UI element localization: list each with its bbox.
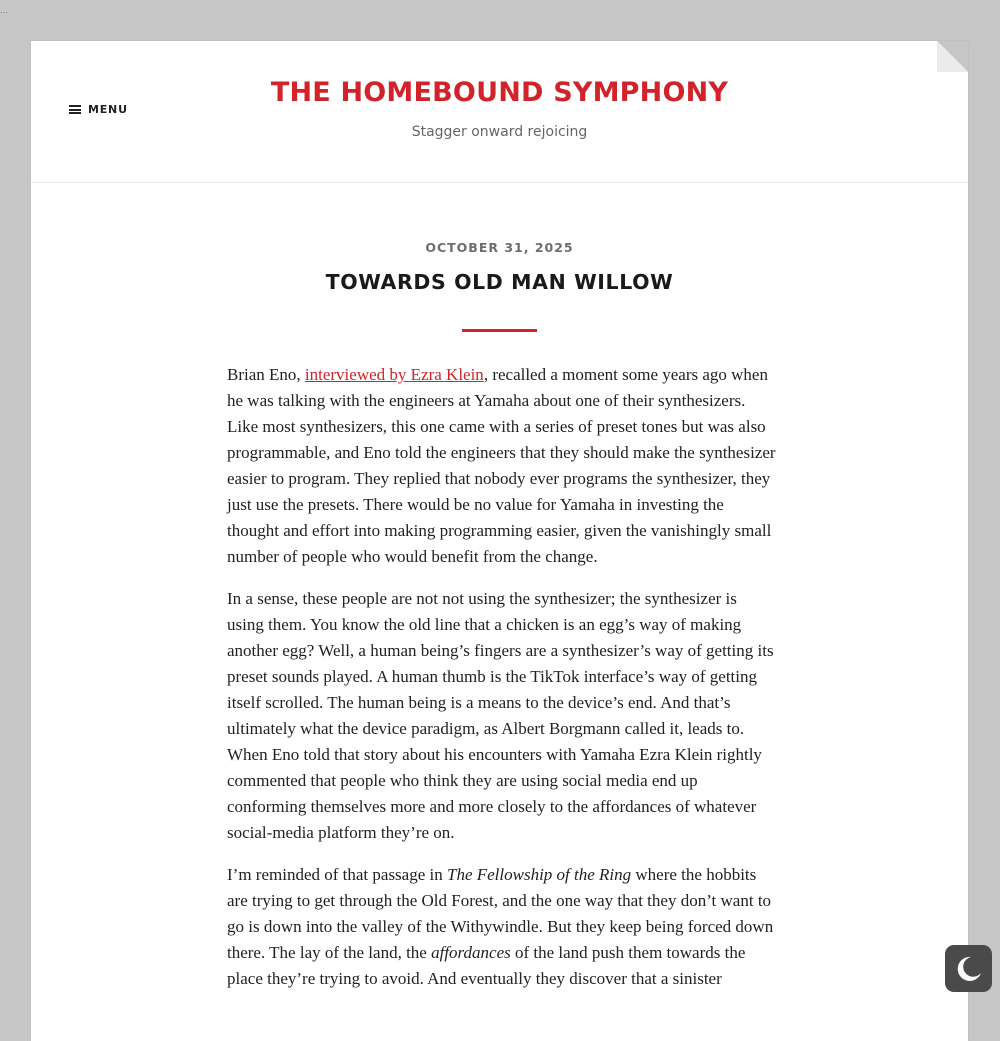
paragraph-3 — [227, 862, 777, 992]
emphasis-text: affordances — [431, 943, 511, 962]
paragraph-text: Brian Eno, — [227, 365, 305, 384]
moon-icon — [954, 954, 984, 984]
page-card — [31, 41, 968, 1041]
title-divider — [462, 329, 537, 332]
menu-label: MENU — [88, 103, 128, 116]
paragraph-text: I’m reminded of that passage in — [227, 865, 447, 884]
paragraph-text: of the land push them towards the place they’re trying to avoid. And eventually they discover that a sinister — [227, 943, 746, 988]
paragraph-text: , recalled a moment some years ago when he was talking with the engineers at Yamaha about one of their synthesizers. Like most synthesizers, this one came with a series of preset tones but was also programmable, and Eno told the engineers that they should make the synthesizer easier to program. They replied that nobody ever programs the synthesizer, they just use the presets. There would be no value for Yamaha in investing the thought and effort into making programming easier, given the vanishingly small number of people who would benefit from the change. — [227, 365, 776, 566]
site-title[interactable]: THE HOMEBOUND SYMPHONY — [270, 77, 729, 108]
post-title: TOWARDS OLD MAN WILLOW — [325, 270, 674, 294]
book-title: The Fellowship of the Ring — [447, 865, 632, 884]
interview-link[interactable]: interviewed by Ezra Klein — [304, 365, 484, 384]
dark-mode-toggle[interactable] — [945, 945, 992, 992]
post-date[interactable]: OCTOBER 31, 2025 — [425, 240, 574, 255]
paragraph-1 — [227, 362, 777, 570]
paragraph-2: In a sense, these people are not not using the synthesizer; the synthesizer is using them. You know the old line that a chicken is an egg’s way of making another egg? Well, a human being’s fingers are a synthesizer’s way of getting its preset sounds played. A human thumb is the TikTok interface’s way of getting itself scrolled. The human being is a means to the device’s end. And that’s ultimately what the device paradigm, as Albert Borgmann called it, leads to. When Eno told that story about his encounters with Yamaha Ezra Klein rightly commented that people who think they are using social media end up conforming themselves more and more closely to the affordances of whatever social-media platform they’re on. — [227, 589, 774, 842]
post-content — [227, 362, 777, 1008]
site-description: Stagger onward rejoicing — [411, 124, 588, 140]
paragraph-text: where the hobbits are trying to get through the Old Forest, and the one way that they don’t want to go is down into the valley of the Withywindle. But they keep being forced down there. The lay of the land, the — [227, 865, 774, 962]
page-indicator: ... — [0, 6, 8, 15]
site-header — [31, 41, 968, 183]
